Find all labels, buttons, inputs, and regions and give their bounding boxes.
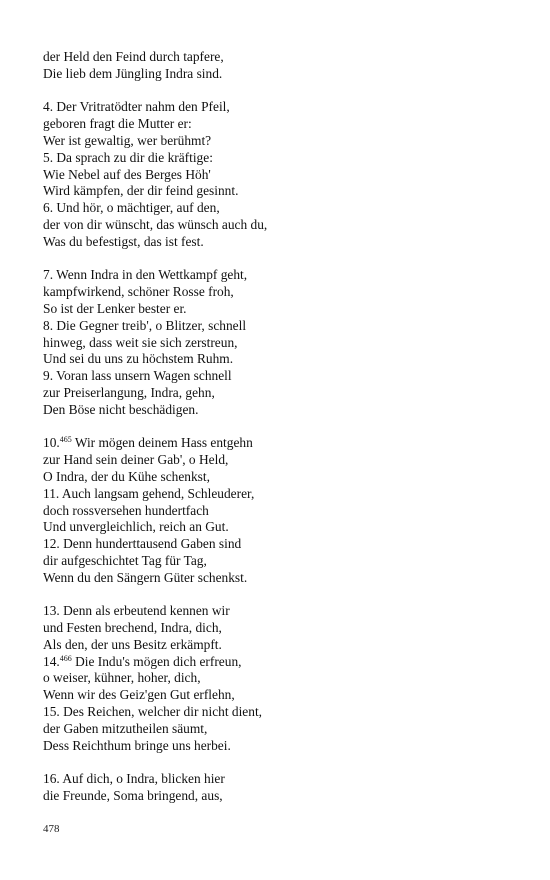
verse-line: zur Hand sein deiner Gab', o Held, (43, 452, 229, 468)
footnote-marker[interactable]: 466 (59, 653, 72, 663)
verse-line: Wer ist gewaltig, wer berühmt? (43, 132, 212, 148)
verse-line: 16. Auf dich, o Indra, blicken hier (43, 771, 225, 787)
verse-line: zur Preiserlangung, Indra, gehn, (43, 384, 215, 400)
verse-line: o weiser, kühner, hoher, dich, (43, 670, 201, 686)
footnote-marker[interactable]: 465 (59, 435, 72, 445)
poem-text (43, 49, 523, 822)
stanza-5 (43, 603, 523, 754)
page-number: 478 (43, 823, 60, 835)
verse-line: So ist der Lenker bester er. (43, 300, 187, 316)
verse-line: 15. Des Reichen, welcher dir nicht dient, (43, 704, 263, 720)
verse-line: 6. Und hör, o mächtiger, auf den, (43, 200, 220, 216)
verse-line: O Indra, der du Kühe schenkst, (43, 468, 210, 484)
verse-line: 9. Voran lass unsern Wagen schnell (43, 368, 232, 384)
verse-line: 11. Auch langsam gehend, Schleuderer, (43, 485, 255, 501)
verse-line: Als den, der uns Besitz erkämpft. (43, 636, 222, 652)
verse-line: hinweg, dass weit sie sich zerstreun, (43, 334, 238, 350)
verse-line: die Freunde, Soma bringend, aus, (43, 788, 223, 804)
verse-line: 13. Denn als erbeutend kennen wir (43, 603, 230, 619)
verse-line: Und unvergleichlich, reich an Gut. (43, 519, 229, 535)
verse-number: 10. (43, 435, 60, 451)
verse-line: Wenn wir des Geiz'gen Gut erflehn, (43, 687, 235, 703)
verse-line: Was du befestigst, das ist fest. (43, 233, 204, 249)
verse-line: 4. Der Vritratödter nahm den Pfeil, (43, 99, 230, 115)
verse-line: Den Böse nicht beschädigen. (43, 401, 199, 417)
verse-line: 5. Da sprach zu dir die kräftige: (43, 149, 213, 165)
verse-text: Die Indu's mögen dich erfreun, (71, 653, 242, 669)
verse-line: 12. Denn hunderttausend Gaben sind (43, 536, 242, 552)
stanza-1 (43, 49, 523, 83)
verse-line: 7. Wenn Indra in den Wettkampf geht, (43, 267, 248, 283)
verse-number: 14. (43, 653, 60, 669)
verse-text: Wir mögen deinem Hass entgehn (71, 435, 253, 451)
stanza-3 (43, 267, 523, 418)
verse-line: der Held den Feind durch tapfere, (43, 49, 224, 64)
verse-line (43, 435, 523, 452)
verse-line (43, 654, 523, 671)
verse-line: 8. Die Gegner treib', o Blitzer, schnell (43, 317, 247, 333)
verse-line: Wird kämpfen, der dir feind gesinnt. (43, 183, 239, 199)
verse-line: dir aufgeschichtet Tag für Tag, (43, 552, 207, 568)
verse-line: Wenn du den Sängern Güter schenkst. (43, 569, 248, 585)
verse-line: doch rossversehen hundertfach (43, 502, 209, 518)
verse-line: der Gaben mitzutheilen säumt, (43, 720, 208, 736)
verse-line: Wie Nebel auf des Berges Höh' (43, 166, 211, 182)
stanza-6 (43, 771, 523, 805)
stanza-2 (43, 99, 523, 250)
stanza-4 (43, 435, 523, 586)
verse-line: Die lieb dem Jüngling Indra sind. (43, 65, 223, 81)
verse-line: Dess Reichthum bringe uns herbei. (43, 737, 231, 753)
verse-line: der von dir wünscht, das wünsch auch du, (43, 216, 268, 232)
verse-line: Und sei du uns zu höchstem Ruhm. (43, 351, 234, 367)
verse-line: geboren fragt die Mutter er: (43, 116, 192, 132)
verse-line: kampfwirkend, schöner Rosse froh, (43, 284, 234, 300)
verse-line: und Festen brechend, Indra, dich, (43, 620, 222, 636)
